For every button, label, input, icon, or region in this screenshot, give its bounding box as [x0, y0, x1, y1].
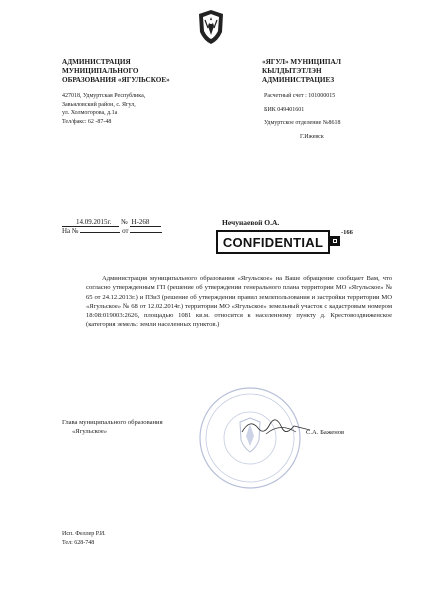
executor-name: Исп. Феллер Р.И. — [62, 531, 106, 537]
sender-org-name: АДМИНИСТРАЦИЯ МУНИЦИПАЛЬНОГО ОБРАЗОВАНИЯ «ЯГУЛЬСКОЕ» — [62, 58, 170, 84]
bank-branch: Удмуртское отделение №8618 Г.Ижевск — [264, 120, 341, 140]
addressee-name: Нечунаевой О.А. — [222, 218, 280, 227]
letter-body: Администрация муниципального образования «Ягульское» на Ваше обращение сообщает Вам, что согласно утвержденным ГП (решение об утверждении генерального плана территории МО «Ягульское» № 65 от 24.12.2013г.) и ПЗиЗ (решение об утверждении правил землепользования и застройки территории МО «Ягульское» № 68 от 12.02.2014г.) территории МО «Ягульское» земельный участок с кадастровым номером 18:08:019003:2626, площадью 1081 кв.м. относится к населенному пункту д. Крестовоздвиженское (категория земель: земли населенных пунктов.) — [86, 275, 392, 329]
account-number: Расчетный счет : 101000015 — [264, 93, 336, 99]
outgoing-number: Н-268 — [130, 218, 162, 227]
handwritten-signature — [236, 410, 316, 440]
confidential-stamp: CONFIDENTIAL — [216, 230, 330, 254]
executor-info — [62, 530, 106, 548]
coat-of-arms-icon — [196, 8, 226, 46]
stamp-square-icon — [330, 236, 340, 246]
signatory-name: С.А. Баженов — [306, 429, 345, 436]
sender-org-name-udmurt: «ЯГУЛ» МУНИЦИПАЛ КЫЛДЫТЭТЛЭН АДМИНИСТРАЦИЕЗ — [262, 58, 341, 84]
bank-details — [264, 92, 394, 146]
outgoing-reference: 14.09.2015г. № Н-268 — [62, 218, 161, 227]
executor-phone: Тел: 628-748 — [62, 540, 95, 546]
reference-suffix: -166 — [341, 229, 353, 236]
signatory-position: Глава муниципального образования «Ягульское» — [62, 419, 163, 435]
incoming-reference: На № от — [62, 227, 162, 235]
outgoing-date: 14.09.2015г. — [62, 218, 119, 227]
bik-code: БИК 049401601 — [264, 106, 305, 113]
sender-address: 427018, Удмуртская Республика, Завьяловский район, с. Ягул, ул. Холмогорова, д.1а Тел/факс: 62 -87-48 — [62, 93, 146, 125]
